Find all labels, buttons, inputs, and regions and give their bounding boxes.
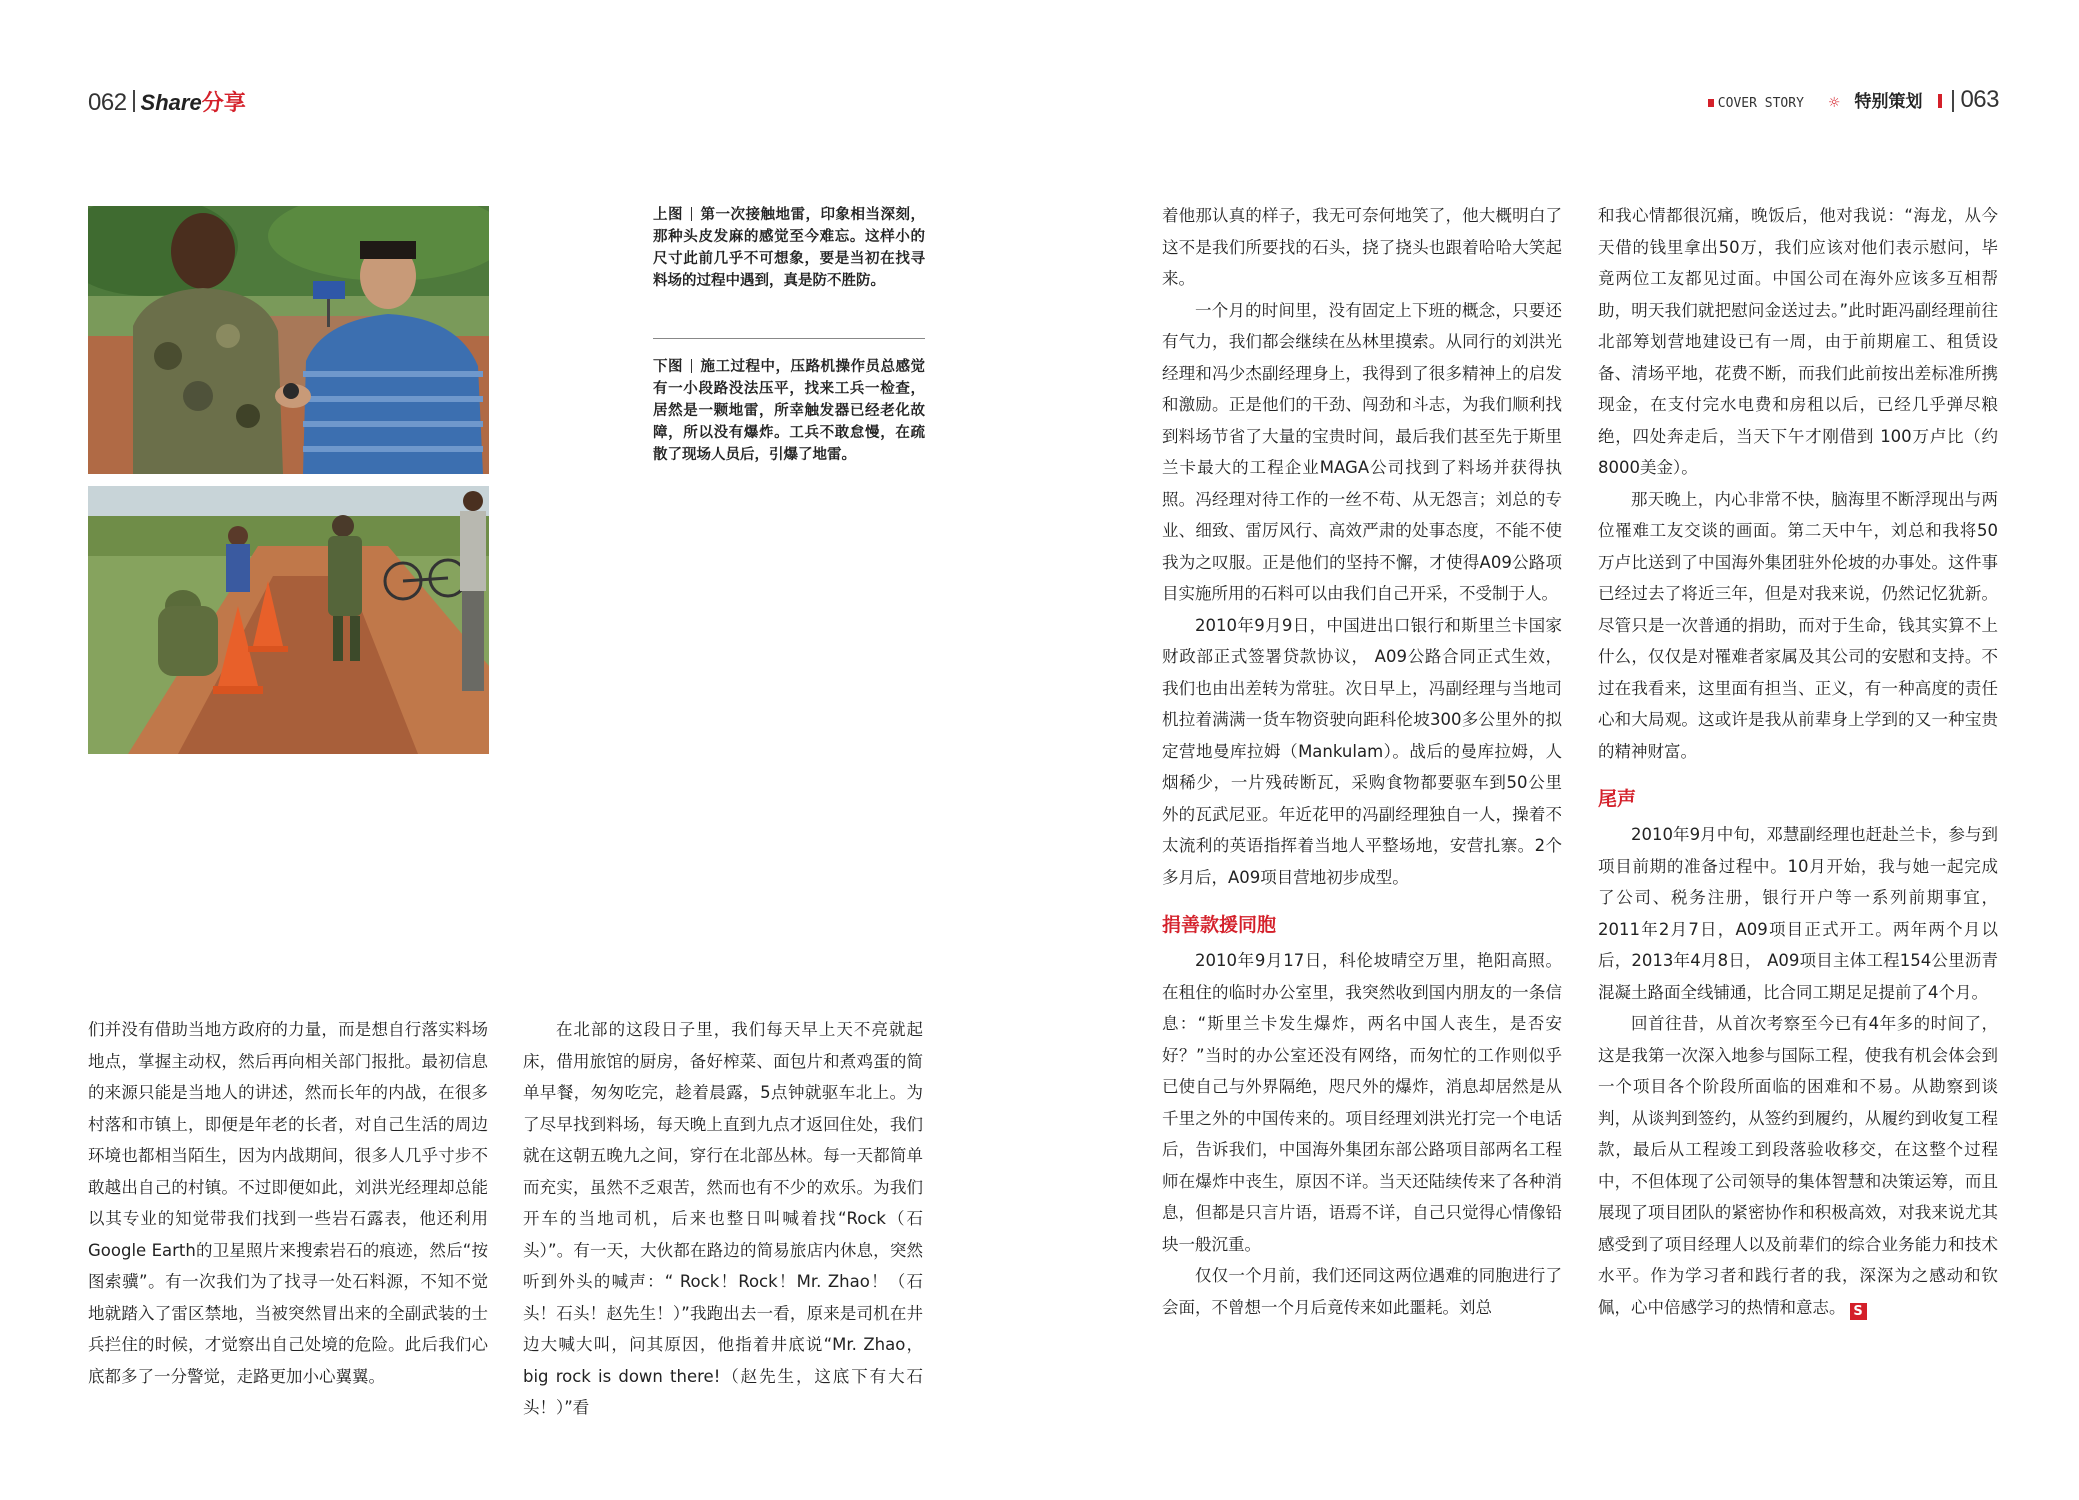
caption-divider: [653, 338, 925, 339]
photo-landmine-inspection: [88, 206, 489, 474]
caption-top-label: 上图: [653, 207, 683, 223]
brand-cn: 分享: [201, 91, 246, 116]
cover-story-label: COVER STORY: [1708, 96, 1804, 111]
caption-separator: [691, 207, 692, 221]
article-column-3: [1162, 200, 1562, 1430]
caption-top-text: 第一次接触地雷，印象相当深刻，那种头皮发麻的感觉至今难忘。这样小的尺寸此前几乎不可想象，要是当初在找寻料场的过程中遇到，真是防不胜防。: [653, 207, 925, 289]
caption-bottom-label: 下图: [653, 359, 683, 375]
red-tick-icon: [1938, 94, 1942, 108]
red-square-icon: [1708, 99, 1714, 107]
end-mark-icon: S: [1850, 1303, 1867, 1320]
article-column-2: [523, 1014, 923, 1434]
paragraph: 那天晚上，内心非常不快，脑海里不断浮现出与两位罹难工友交谈的画面。第二天中午，刘总和我将50万卢比送到了中国海外集团驻外伦坡的办事处。这件事已经过去了将近三年，但是对我来说，仍然记忆犹新。尽管只是一次普通的捐助，而对于生命，钱其实算不上什么，仅仅是对罹难者家属及其公司的安慰和支持。不过在我看来，这里面有担当、正义，有一种高度的责任心和大局观。这或许是我从前辈身上学到的又一种宝贵的精神财富。: [1598, 489, 1998, 761]
caption-separator: [691, 359, 692, 373]
special-plan-label: 特别策划: [1854, 92, 1923, 112]
caption-bottom-text: 施工过程中，压路机操作员总感觉有一小段路没法压平，找来工兵一检查，居然是一颗地雷，所幸触发器已经老化故障，所以没有爆炸。工兵不敢怠慢，在疏散了现场人员后，引爆了地雷。: [653, 359, 925, 463]
paragraph: 们并没有借助当地方政府的力量，而是想自行落实料场地点，掌握主动权，然后再向相关部门报批。最初信息的来源只能是当地人的讲述，然而长年的内战，在很多村落和市镇上，即便是年老的长者，对自己生活的周边环境也都相当陌生，因为内战期间，很多人几乎寸步不敢越出自己的村镇。不过即便如此，刘洪光经理却总能以其专业的知觉带我们找到一些岩石露表，他还利用Google Earth的卫星照片来搜索岩石的痕迹，然后“按图索骥”。有一次我们为了找寻一处石料源，不知不觉地就踏入了雷区禁地，当被突然冒出来的全副武装的士兵拦住的时候，才觉察出自己处境的危险。此后我们心底都多了一分警觉，走路更加小心翼翼。: [88, 1020, 488, 1386]
header-right: [1708, 86, 1999, 116]
paragraph: 和我心情都很沉痛，晚饭后，他对我说：“海龙，从今天借的钱里拿出50万，我们应该对他们表示慰问，毕竟两位工友都见过面。中国公司在海外应该多互相帮助，明天我们就把慰问金送过去。”此时距冯副经理前往北部筹划营地建设已有一周，由于前期雇工、租赁设备、清场平地，花费不断，而我们此前按出差标准所携现金，在支付完水电费和房租以后，已经几乎弹尽粮绝，四处奔走后，当天下午才刚借到 100万卢比（约8000美金）。: [1598, 206, 1998, 477]
paragraph: 一个月的时间里，没有固定上下班的概念，只要还有气力，我们都会继续在丛林里摸索。从同行的刘洪光经理和冯少杰副经理身上，我得到了很多精神上的启发和激励。正是他们的干劲、闯劲和斗志，为我们顺利找到料场节省了大量的宝贵时间，最后我们甚至先于斯里兰卡最大的工程企业MAGA公司找到了料场并获得执照。冯经理对待工作的一丝不苟、从无怨言；刘总的专业、细致、雷厉风行、高效严肃的处事态度，不能不使我为之叹服。正是他们的坚持不懈，才使得A09公路项目实施所用的石料可以由我们自己开采，不受制于人。: [1162, 300, 1562, 603]
article-column-4: [1598, 200, 1998, 1430]
paragraph: 在北部的这段日子里，我们每天早上天不亮就起床，借用旅馆的厨房，备好榨菜、面包片和煮鸡蛋的简单早餐，匆匆吃完，趁着晨露，5点钟就驱车北上。为了尽早找到料场，每天晚上直到九点才返回住处，我们就在这朝五晚九之间，穿行在北部丛林。每一天都简单而充实，虽然不乏艰苦，然而也有不少的欢乐。为我们开车的当地司机，后来也整日叫喊着找“Rock（石头）”。有一天，大伙都在路边的简易旅店内休息，突然听到外头的喊声：“ Rock！Rock！Mr. Zhao！（石头！石头！赵先生！）”我跑出去一看，原来是司机在井边大喊大叫，问其原因，他指着井底说“Mr. Zhao，big rock is down there!（赵先生，这底下有大石头！）”看: [523, 1020, 923, 1417]
caption-top: [653, 204, 925, 292]
paragraph: 仅仅一个月前，我们还同这两位遇难的同胞进行了会面，不曾想一个月后竟传来如此噩耗。刘总: [1162, 1266, 1562, 1317]
header-separator-right: [1952, 90, 1954, 112]
paragraph: 2010年9月9日，中国进出口银行和斯里兰卡国家财政部正式签署贷款协议， A09公路合同正式生效，我们也由出差转为常驻。次日早上，冯副经理与当地司机拉着满满一货车物资驶向距科伦坡300多公里外的拟定营地曼库拉姆（Mankulam）。战后的曼库拉姆，人烟稀少，一片残砖断瓦，采购食物都要驱车到50公里外的瓦武尼亚。年近花甲的冯副经理独自一人，操着不太流利的英语指挥着当地人平整场地，安营扎寨。2个多月后，A09项目营地初步成型。: [1162, 615, 1562, 887]
brand-share: Share: [140, 90, 202, 115]
paragraph: 着他那认真的样子，我无可奈何地笑了，他大概明白了这不是我们所要找的石头，挠了挠头也跟着哈哈大笑起来。: [1162, 206, 1562, 288]
article-column-1: [88, 1014, 488, 1434]
header-left: [88, 86, 246, 116]
photo-roadwork-landmine: [88, 486, 489, 754]
right-page-number: 063: [1960, 86, 1999, 113]
caption-bottom: [653, 356, 925, 466]
header-separator: [133, 90, 135, 112]
section-heading-epilogue: 尾声: [1598, 788, 1637, 810]
swirl-icon: ☼: [1827, 95, 1841, 111]
paragraph: 2010年9月17日，科伦坡晴空万里，艳阳高照。在租住的临时办公室里，我突然收到国内朋友的一条信息：“斯里兰卡发生爆炸，两名中国人丧生，是否安好？”当时的办公室还没有网络，而匆忙的工作则似乎已使自己与外界隔绝，咫尺外的爆炸，消息却居然是从千里之外的中国传来的。项目经理刘洪光打完一个电话后，告诉我们，中国海外集团东部公路项目部两名工程师在爆炸中丧生，原因不详。当天还陆续传来了各种消息，但都是只言片语，语焉不详，自己只觉得心情像铅块一般沉重。: [1162, 951, 1562, 1254]
paragraph: 2010年9月中旬，邓慧副经理也赶赴兰卡，参与到项目前期的准备过程中。10月开始，我与她一起完成了公司、税务注册，银行开户等一系列前期事宜，2011年2月7日，A09项目正式开工。两年两个月以后，2013年4月8日， A09项目主体工程154公里沥青混凝土路面全线铺通，比合同工期足足提前了4个月。: [1598, 825, 1998, 1002]
paragraph-final: 回首往昔，从首次考察至今已有4年多的时间了，这是我第一次深入地参与国际工程，使我有机会体会到一个项目各个阶段所面临的困难和不易。从勘察到谈判，从谈判到签约，从签约到履约，从履约到收复工程款，最后从工程竣工到段落验收移交，在这整个过程中，不但体现了公司领导的集体智慧和决策运筹，而且展现了项目团队的紧密协作和积极高效，对我来说尤其感受到了项目经理人以及前辈们的综合业务能力和技术水平。作为学习者和践行者的我，深深为之感动和钦佩，心中倍感学习的热情和意志。 S: [1598, 1014, 1998, 1319]
left-page-number: 062: [88, 89, 127, 116]
section-heading-donation: 捐善款援同胞: [1162, 914, 1277, 936]
